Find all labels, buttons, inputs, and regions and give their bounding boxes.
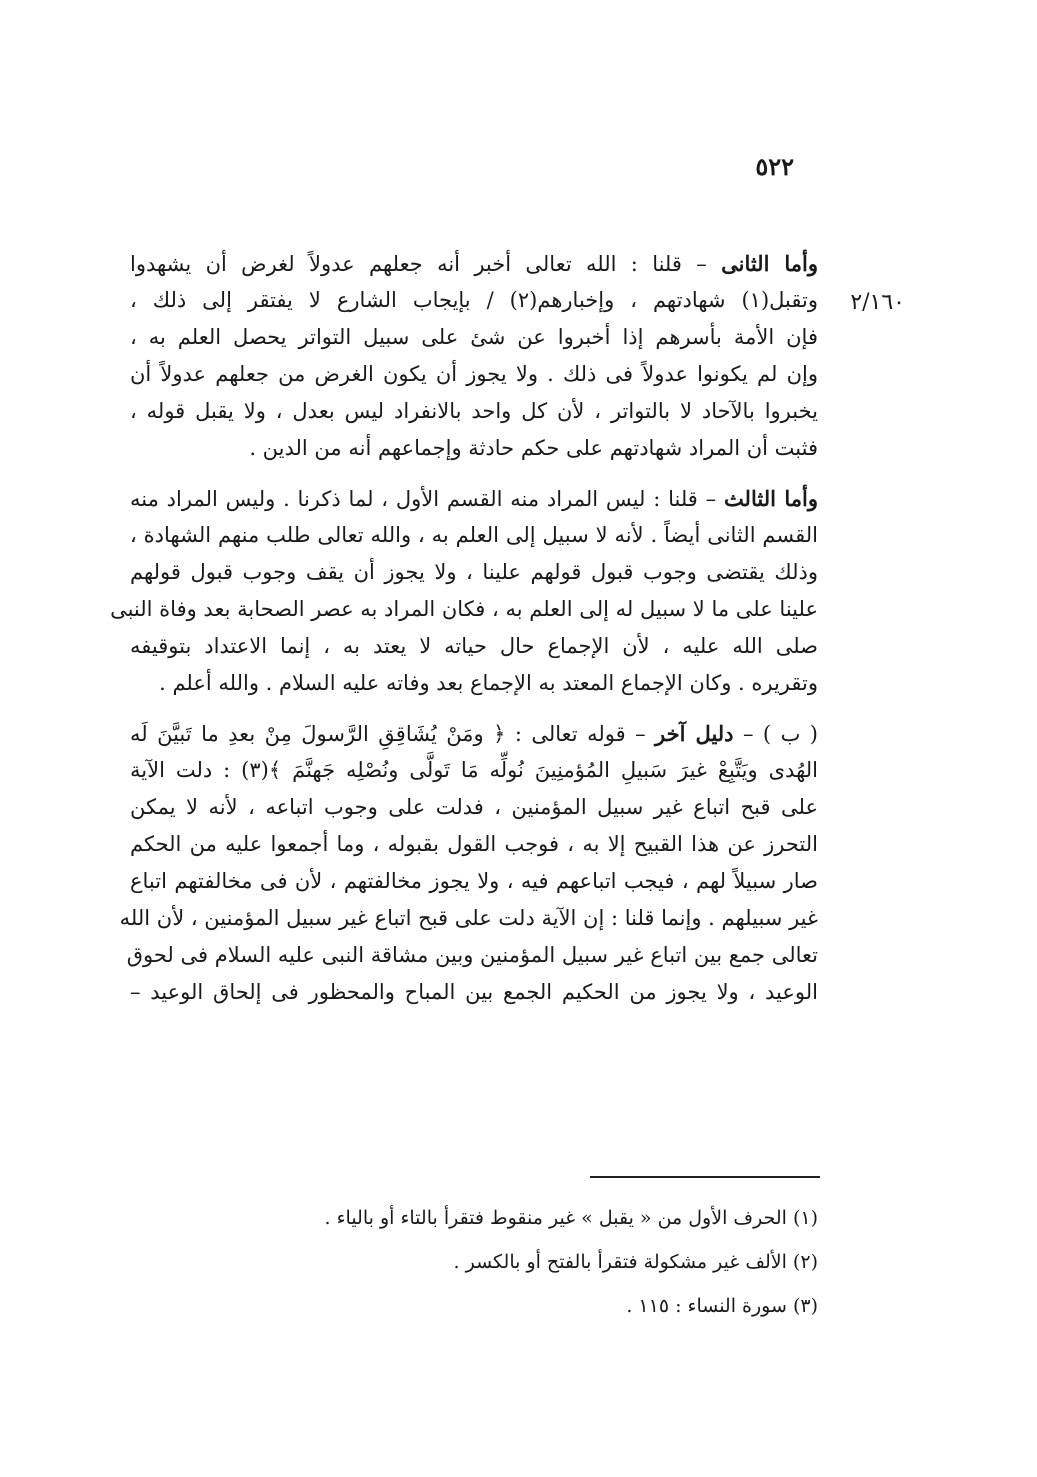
text-line: وأما الثانى – قلنا : الله تعالى أخبر أنه جعلهم عدولاً لغرض أن يشهدوا bbox=[130, 251, 818, 276]
text-line: غير سبيلهم . وإنما قلنا : إن الآية دلت على قبح اتباع غير سبيل المؤمنين ، لأن الله bbox=[119, 906, 818, 930]
footnotes bbox=[250, 1196, 818, 1328]
text-line: ( ب ) – دليل آخر – قوله تعالى : ﴿ ومَنْ يُشَاقِقِ الرَّسولَ مِنْ بعدِ ما تَبيَّنَ لَه bbox=[130, 721, 818, 746]
paragraph-lead: وأما الثانى bbox=[721, 251, 818, 276]
footnote-2: (٢) الألف غير مشكولة فتقرأ بالفتح أو بالكسر . bbox=[453, 1251, 818, 1273]
text-line: الوعيد ، ولا يجوز من الحكيم الجمع بين المباح والمحظور فى إلحاق الوعيد – bbox=[130, 980, 818, 1004]
paragraph-lead: دليل آخر bbox=[655, 721, 734, 746]
text-line: صلى الله عليه ، لأن الإجماع حال حياته لا يعتد به ، إنما الاعتداد بتوقيفه bbox=[130, 634, 818, 658]
footnote-1: (١) الحرف الأول من « يقبل » غير منقوط فتقرأ بالتاء أو بالياء . bbox=[324, 1207, 818, 1229]
paragraph-lead: وأما الثالث bbox=[723, 486, 818, 511]
text-line: فإن الأمة بأسرهم إذا أخبروا عن شئ على سبيل التواتر يحصل العلم به ، bbox=[130, 325, 818, 349]
paragraph-second-argument bbox=[130, 245, 818, 467]
footnote-3: (٣) سورة النساء : ١١٥ . bbox=[626, 1295, 818, 1317]
text-line: التحرز عن هذا القبيح إلا به ، فوجب القول بقبوله ، وما أجمعوا عليه من الحكم bbox=[130, 832, 818, 856]
text-line: القسم الثانى أيضاً . لأنه لا سبيل إلى العلم به ، والله تعالى طلب منهم الشهادة ، bbox=[130, 523, 818, 547]
text-line: فثبت أن المراد شهادتهم على حكم حادثة وإجماعهم أنه من الدين . bbox=[249, 436, 818, 460]
paragraph-another-proof bbox=[119, 715, 818, 1011]
paragraph-third-argument bbox=[110, 480, 818, 702]
text-line: وأما الثالث – قلنا : ليس المراد منه القسم الأول ، لما ذكرنا . وليس المراد منه bbox=[130, 486, 818, 511]
main-text bbox=[110, 245, 818, 1011]
text-line: علينا على ما لا سبيل له إلى العلم به ، فكان المراد به عصر الصحابة بعد وفاة النبى bbox=[110, 597, 818, 621]
text-line: يخبروا بالآحاد لا بالتواتر ، لأن كل واحد بالانفراد ليس بعدل ، ولا يقبل قوله ، bbox=[130, 399, 818, 423]
text-line: الهُدى ويَتَّبِعْ غيرَ سَبيلِ المُؤمنِينَ نُولِّه مَا تَولَّى ونُصْلِه جَهنَّمَ ﴾(٣) : دلت الآية bbox=[130, 758, 818, 782]
footnote-divider bbox=[590, 1176, 820, 1178]
text-line: على قبح اتباع غير سبيل المؤمنين ، فدلت على وجوب اتباعه ، لأنه لا يمكن bbox=[130, 795, 818, 819]
text-line: صار سبيلاً لهم ، فيجب اتباعهم فيه ، ولا يجوز مخالفتهم ، لأن فى مخالفتهم اتباع bbox=[130, 869, 818, 893]
text-line: وإن لم يكونوا عدولاً فى ذلك . ولا يجوز أن يكون الغرض من جعلهم عدولاً أن bbox=[130, 362, 818, 386]
text-line: وذلك يقتضى وجوب قبول قولهم علينا ، ولا يجوز أن يقف وجوب قبول قولهم bbox=[130, 560, 818, 584]
text-line: تعالى جمع بين اتباع غير سبيل المؤمنين وبين مشاقة النبى عليه السلام فى لحوق bbox=[126, 943, 818, 967]
text-line: وتقريره . وكان الإجماع المعتد به الإجماع بعد وفاته عليه السلام . والله أعلم . bbox=[159, 671, 818, 695]
text-line: وتقبل(١) شهادتهم ، وإخبارهم(٢) / بإيجاب الشارع لا يفتقر إلى ذلك ، bbox=[130, 288, 818, 312]
margin-reference: ٢/١٦٠ bbox=[850, 290, 905, 315]
page-number: ٥٢٢ bbox=[755, 152, 794, 181]
